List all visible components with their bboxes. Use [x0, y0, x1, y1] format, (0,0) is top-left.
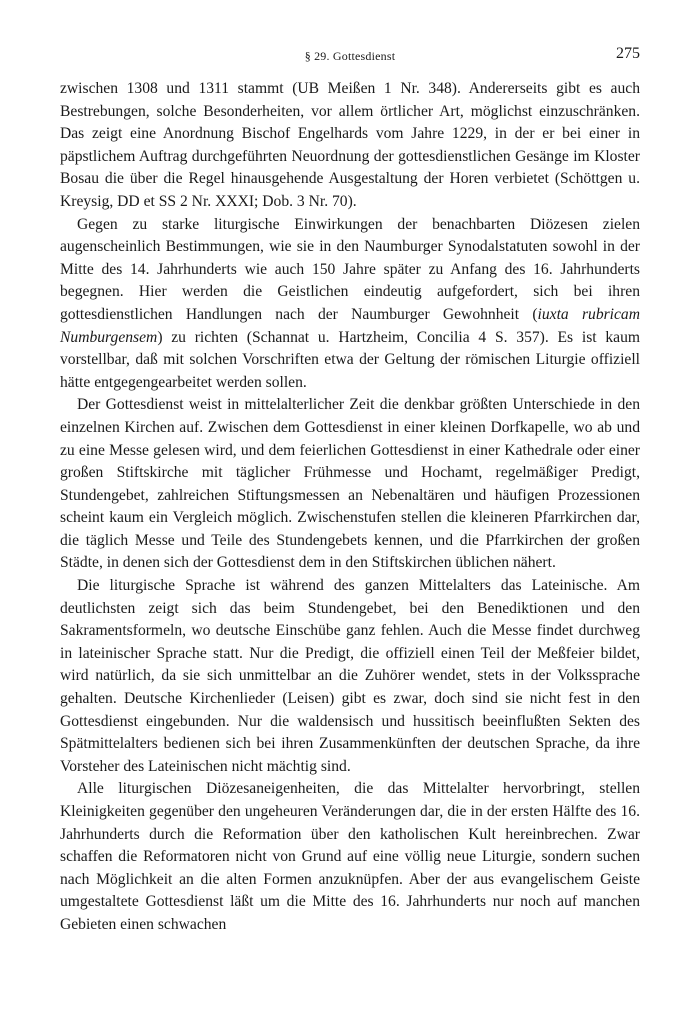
paragraph-text: Der Gottesdienst weist in mittelalterlicher Zeit die denkbar größten Unterschiede in den einzelnen Kirchen auf. Zwischen dem Gottesdienst in einer kleinen Dorfkapelle, wo ab und zu eine Messe gelesen wird, und dem feierlichen Gottesdienst in einer Kathedrale oder einer großen Stiftskirche mit täglicher Frühmesse und Hochamt, regelmäßiger Predigt, Stundengebet, zahlreichen Stiftungsmessen an Nebenaltären und häufigen Prozessionen scheint kaum ein Vergleich möglich. Zwischenstufen stellen die kleineren Pfarrkirchen dar, die täglich Messe und Teile des Stundengebets kennen, und die Pfarrkirchen der großen Städte, in denen sich der Gottesdienst dem in den Stiftskirchen üblichen nähert.	[60, 396, 640, 572]
running-title: § 29. Gottesdienst	[304, 49, 396, 63]
paragraph-1	[60, 78, 640, 214]
paragraph-5	[60, 778, 640, 936]
paragraph-text: Gegen zu starke liturgische Einwirkungen der benachbarten Diözesen zielen augenscheinlich Bestimmungen, wie sie in den Naumburger Synodalstatuten sowohl in der Mitte des 14. Jahrhunderts wie auch 150 Jahre später zu Anfang des 16. Jahrhunderts begegnen. Hier werden die Geistlichen eindeutig aufgefordert, sich bei ihren gottesdienstlichen Handlungen nach der Naumburger Gewohnheit (	[60, 215, 640, 323]
running-head	[60, 44, 640, 68]
paragraph-text: zwischen 1308 und 1311 stammt (UB Meißen 1 Nr. 348). Andererseits gibt es auch Bestrebungen, solche Besonderheiten, vor allem örtlicher Art, möglichst einzuschränken. Das zeigt eine Anordnung Bischof Engelhards vom Jahre 1229, in der er bei einer in päpstlichem Auftrag durchgeführten Neuordnung der gottesdienstlichen Gesänge im Kloster Bosau die über die Regel hinausgehende Ausgestaltung der Horen verbietet (Schöttgen u. Kreysig, DD et SS 2 Nr. XXXI; Dob. 3 Nr. 70).	[60, 80, 640, 210]
body-text	[60, 78, 640, 937]
paragraph-text: Alle liturgischen Diözesaneigenheiten, die das Mittelalter hervorbringt, stellen Kleinigkeiten gegenüber den ungeheuren Veränderungen dar, die in der ersten Hälfte des 16. Jahrhunderts durch die Reformation über den katholischen Kult hereinbrechen. Zwar schaffen die Reformatoren nicht von Grund auf eine völlig neue Liturgie, sondern suchen nach Möglichkeit an die alten Formen anzuknüpfen. Aber der aus evangelischem Geiste umgestaltete Gottesdienst läßt um die Mitte des 16. Jahrhunderts nur noch auf manchen Gebieten einen schwachen	[60, 780, 640, 933]
paragraph-text: Die liturgische Sprache ist während des ganzen Mittelalters das Lateinische. Am deutlichsten zeigt sich das beim Stundengebet, bei den Benediktionen und den Sakramentsformeln, wo deutsche Einschübe ganz fehlen. Auch die Messe findet durchweg in lateinischer Sprache statt. Nur die Predigt, die offiziell einen Teil der Meßfeier bildet, wird natürlich, da sie sich unmittelbar an die Zuhörer wendet, stets in der Volkssprache gehalten. Deutsche Kirchenlieder (Leisen) gibt es zwar, doch sind sie nicht fest in den Gottesdienst eingebunden. Nur die waldensisch und hussitisch beeinflußten Sekten des Spätmittelalters bedienen sich bei ihren Zusammenkünften der deutschen Sprache, da ihre Vorsteher des Lateinischen nicht mächtig sind.	[60, 577, 640, 775]
paragraph-text: ) zu richten (Schannat u. Hartzheim, Concilia 4 S. 357). Es ist kaum vorstellbar, daß mit solchen Vorschriften etwa der Geltung der römischen Liturgie offiziell hätte entgegengearbeitet werden sollen.	[60, 328, 640, 391]
paragraph-4	[60, 575, 640, 778]
latin-quotation: iuxta rubricam Numburgensem	[60, 305, 640, 346]
paragraph-2	[60, 214, 640, 395]
page-number: 275	[616, 45, 640, 62]
paragraph-3	[60, 394, 640, 575]
